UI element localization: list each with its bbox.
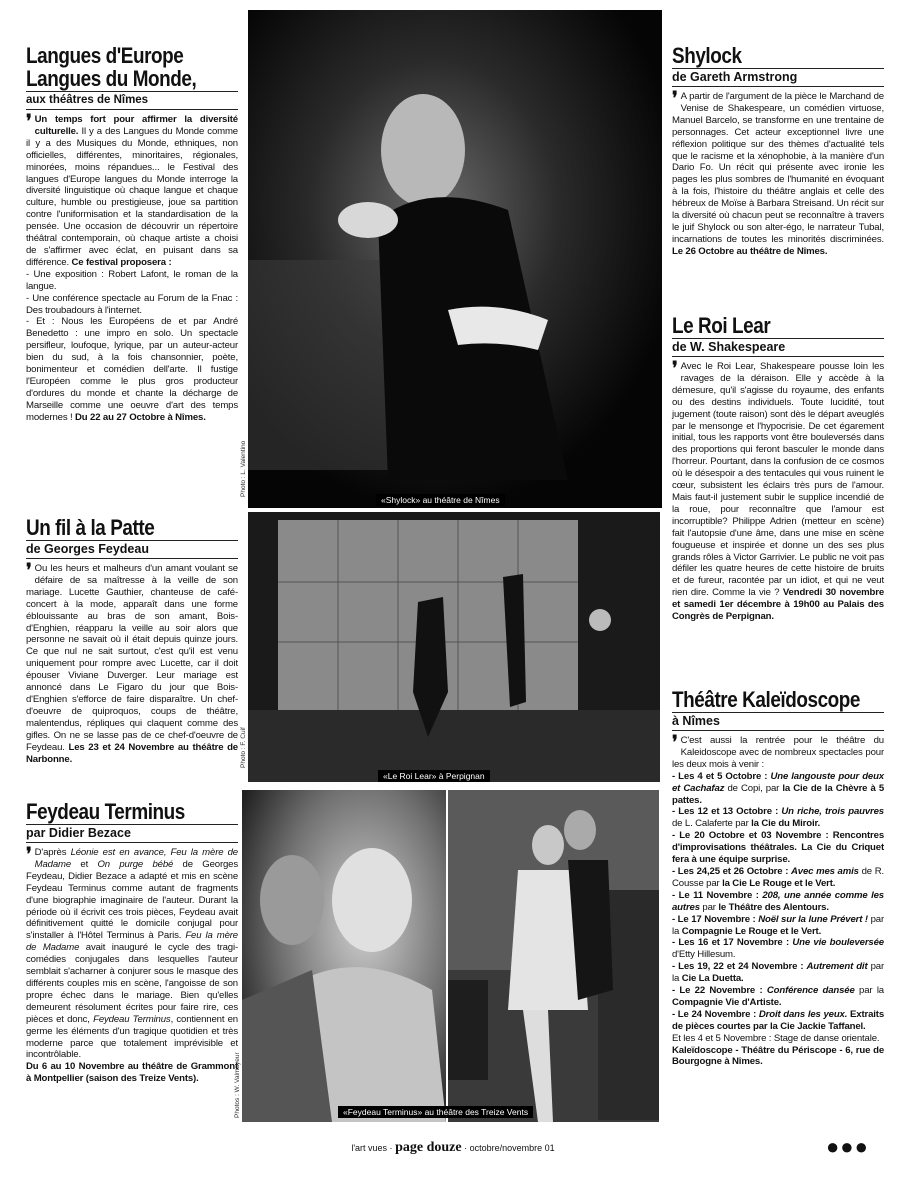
lear-photo: [248, 512, 660, 782]
event-title: Une vie bouleversée: [792, 937, 884, 949]
body-text: C'est aussi la rentrée pour le théâtre du Kaleidoscope avec de nombreux spectacles pour les deux mois à venir :: [672, 735, 884, 770]
article-body: [26, 111, 238, 424]
article-subtitle: aux théâtres de Nîmes: [26, 93, 238, 110]
event-company: la Cie du Miroir.: [751, 818, 821, 830]
event-date: - Les 19, 22 et 24 Novembre :: [672, 961, 807, 973]
event-item: [672, 1009, 884, 1033]
body-text: , contiennent en germe les éléments d'un tragique quotidien et très moderne parce que totalement imprévisible et incontrôlable.: [26, 1013, 238, 1061]
quote-mark-icon: ❜: [26, 844, 32, 864]
feydeau-image-left: [242, 790, 446, 1122]
date-text: Les 23 et 24 Novembre au théâtre de Narbonne.: [26, 741, 238, 765]
event-company: Cie La Duetta.: [681, 973, 744, 985]
article-filpatte: [26, 516, 238, 765]
date-text: Vendredi 30 novembre et samedi 1er décembre à 19h00 au Palais des Congrès de Perpignan.: [672, 587, 885, 623]
event-title: Un riche, trois pauvres: [781, 806, 884, 818]
event-title: 208, une année comme les autres: [672, 889, 884, 913]
event-item: [672, 937, 884, 961]
article-body: [672, 358, 885, 623]
italic-title: Feu la mère de Madame: [26, 930, 238, 954]
event-date: - Le 11 Novembre :: [672, 889, 763, 901]
italic-title: On purge bébé: [97, 858, 174, 870]
photo-caption: «Le Roi Lear» à Perpignan: [378, 770, 490, 782]
event-item: [672, 866, 884, 890]
footer-date: · octobre/novembre 01: [464, 1143, 555, 1153]
event-company: la Cie de la Chèvre à 5 pattes.: [672, 782, 885, 806]
photo-caption: «Shylock» au théâtre de Nîmes: [376, 494, 505, 506]
list-item: - Et : Nous les Européens de et par André Benedetto : une impro en solo. Un spectacle persifleur, loufoque, lyrique, par un auteur-acteur bien du sud, à la fois chansonnier, poète, bonimenteur et comédien dell'arte. Il fustige l'Européen comme le plus gros producteur d'ordures du monde et chante la décharge de Marseille comme une oeuvre d'art des temps modernes !: [26, 316, 238, 423]
article-title-line2: Langues du Monde,: [26, 66, 197, 91]
body-text: D'après: [34, 847, 71, 858]
title-rule: [672, 712, 884, 713]
feydeau-photo-left: [242, 790, 446, 1122]
photo-credit: Photo : L. Valentino: [240, 440, 247, 497]
article-subtitle: de Georges Feydeau: [26, 542, 238, 559]
article-body: [26, 560, 238, 765]
bold-text: Ce festival proposera :: [71, 256, 172, 268]
article-lear: [672, 314, 884, 623]
article-subtitle: par Didier Bezace: [26, 826, 238, 843]
article-title: Feydeau Terminus: [26, 799, 185, 824]
lead-text: Un temps fort pour affirmer la diversité culturelle.: [34, 114, 238, 137]
photo-caption: «Feydeau Terminus» au théâtre des Treize Vents: [338, 1106, 533, 1118]
event-company: la Cie Le Rouge et le Vert.: [722, 877, 836, 889]
feydeau-image-right: [448, 790, 659, 1122]
event-date: - Le 24 Novembre :: [672, 1008, 759, 1020]
event-date: - Le 20 Octobre et 03 Novembre :: [672, 830, 833, 842]
event-item: [672, 985, 884, 1009]
event-company: le Théâtre des Alentours.: [718, 901, 829, 913]
event-text: d'Etty Hillesum.: [672, 949, 736, 961]
article-title: Le Roi Lear: [672, 313, 771, 338]
body-text: Avec le Roi Lear, Shakespeare pousse loin les ravages de la déraison. Elle y accède à la démesure, qu'il s'agisse du royaume, des enfants ou des destins individuels. Toute lucidité, tout jugement (toute raison) sont dès le départ aveuglés par le mensonge et l'hypocrisie. De cet égarement initial, tous les rapports vont être bouleversés dans des proportions qui feront basculer le monde dans l'horreur. Pourtant, dans la confusion de ce cosmos où le désespoir a des tentacules qui vous ruinent le cœur, subsistent les éclairs très purs de l'amour. Mais faut-il justement subir le supplice incendié de la roue, pour reconnaître que l'amour est incorruptible? Philippe Adrien (metteur en scène) fait l'autopsie d'une âme, dans une mise en scène fougueuse et inspirée et donne un des ses plus grands rôles à Victor Garrivier. Le public ne voit pas défiler les quatre heures de cette histoire de bruits et de fureur, racontée par un idiot, et qui ne veut rien dire. Comme la vie ?: [672, 361, 884, 599]
photo-credit: Photos : W. Valmayeur: [234, 1052, 241, 1118]
left-column: [26, 43, 239, 1085]
footer-magazine: l'art vues ·: [351, 1143, 393, 1153]
article-subtitle: à Nîmes: [672, 714, 884, 731]
quote-mark-icon: ❜: [26, 560, 32, 580]
article-title: Théâtre Kaleïdoscope: [672, 687, 861, 712]
event-title: Droit dans les yeux.: [758, 1008, 848, 1020]
list-item: - Une conférence spectacle au Forum de la Fnac : Des troubadours à l'internet.: [26, 292, 238, 316]
address-text: Kaleïdoscope - Théâtre du Périscope - 6, rue de Bourgogne à Nîmes.: [672, 1044, 884, 1068]
event-text: de L. Calaferte par: [672, 818, 752, 830]
date-text: Du 6 au 10 Novembre au théâtre de Grammont à Montpellier (saison des Treize Vents).: [26, 1061, 238, 1085]
event-title: Noël sur la lune Prévert !: [758, 913, 868, 925]
body-text: Et les 4 et 5 Novembre : Stage de danse orientale.: [672, 1032, 880, 1044]
event-date: - Le 17 Novembre :: [672, 913, 759, 925]
title-rule: [672, 338, 884, 339]
event-item: [672, 771, 884, 807]
event-text: de Copi, par: [724, 782, 783, 794]
quote-mark-icon: ❜: [672, 88, 678, 108]
quote-mark-icon: ❜: [26, 111, 32, 131]
feydeau-photo-right: [448, 790, 659, 1122]
event-title: Une langouste pour deux et Cachafaz: [672, 770, 884, 794]
body-text: A partir de l'argument de la pièce le Marchand de Venise de Shakespeare, un comédien virtuose, Manuel Barcelo, se transforme en une trentaine de personnages. Cet acteur exceptionnel livre une réflexion politique sur des thèmes d'actualité tels que le racisme et la xénophobie, à la manière d'un Dario Fo. Un récit qui présente avec ironie les pages les plus sombres de l'humanité en évoquant à la fois, l'histoire du théâtre anglais et celle des hébreux de Moïse à Barbara Streisand. Un récit sur la diversité où chacun peut se reconnaître à travers le juif Shylock ou son alter-égo, le narrateur Tubal, incarnations de toutes les minorités discriminées.: [672, 91, 884, 245]
event-text: de R. Cousse par: [672, 865, 884, 889]
article-title: Langues d'Europe: [26, 43, 184, 68]
shylock-photo: [248, 10, 662, 508]
quote-mark-icon: ❜: [672, 732, 678, 752]
event-title: Avec mes amis: [790, 865, 859, 877]
italic-title: Feydeau Terminus: [93, 1013, 171, 1025]
page-footer: [0, 1140, 906, 1156]
title-rule: [26, 91, 238, 92]
article-body: [672, 88, 884, 258]
event-item: [672, 830, 884, 866]
article-kaleidoscope: [672, 688, 884, 1068]
event-date: - Le 22 Novembre :: [672, 985, 767, 997]
article-feydeau: [26, 800, 238, 1085]
event-item: [672, 961, 884, 985]
title-rule: [26, 824, 238, 825]
event-date: - Les 4 et 5 Octobre :: [672, 770, 771, 782]
list-item: - Une exposition : Robert Lafont, le roman de la langue.: [26, 268, 238, 292]
event-date: - Les 16 et 17 Novembre :: [672, 937, 793, 949]
article-title: Shylock: [672, 43, 742, 68]
article-subtitle: de W. Shakespeare: [672, 340, 884, 357]
event-company: Compagnie Vie d'Artiste.: [672, 996, 782, 1008]
event-text: par la: [672, 961, 885, 985]
article-body: [26, 844, 239, 1085]
event-item: [672, 890, 884, 914]
lear-image: [248, 512, 660, 782]
date-text: Du 22 au 27 Octobre à Nîmes.: [75, 411, 206, 423]
page-number: page douze: [395, 1140, 462, 1155]
body-text: Ou les heurs et malheurs d'un amant voulant se défaire de sa maîtresse à la veille de son mariage. Lucette Gauthier, chanteuse de café-concert à la mode, apparaît dans une forme éblouissante au bras de son amant, Bois-d'Enghien, réapparu la veille au soir alors que personne ne savait où il était depuis quinze jours. Ce que nul ne sait surtout, c'est qu'il est venu uniquement pour rompre avec Lucette, car il doit épouser Viviane Duverger. Leur mariage est annoncé dans Le Figaro du jour que Bois-d'Enghien s'efforce de faire disparaître. Un chef-d'oeuvre de quiproquos, coups de théâtre, malentendus, répliques qui claquent comme des gifles. On ne se lasse pas de ce chef-d'oeuvre de Feydeau.: [26, 563, 238, 753]
photo-credit: Photo : F. Cuif: [240, 727, 247, 768]
event-item: [672, 806, 884, 830]
italic-title: Léonie est en avance, Feu la mère de Madame: [34, 847, 238, 870]
article-subtitle: de Gareth Armstrong: [672, 70, 884, 87]
event-text: par la: [854, 985, 884, 997]
event-date: - Les 24,25 et 26 Octobre :: [672, 865, 791, 877]
body-text: avait inauguré le cycle des tragi-comédies conjugales dans lesquelles l'auteur semblait s'acharner à conjurer sous le masque des différents couples mis en scène, l'angoisse de son propre échec dans le mariage. Bien qu'elles demeurent résolument écrites pour faire rire, ces pièces et donc,: [26, 942, 239, 1025]
article-body: [672, 732, 885, 1068]
shylock-image: [248, 10, 662, 508]
body-text: et: [71, 858, 98, 870]
event-title: Conférence dansée: [766, 985, 855, 997]
event-company: Rencontres d'improvisations théâtrales. La Cie du Criquet fera à une équipe surprise.: [672, 830, 884, 866]
event-text: par: [699, 901, 719, 913]
event-date: - Les 12 et 13 Octobre :: [672, 806, 782, 818]
quote-mark-icon: ❜: [672, 358, 678, 378]
article-title: Un fil à la Patte: [26, 515, 155, 540]
event-title: Autrement dit: [806, 961, 868, 973]
dots-icon: ●●●: [826, 1134, 869, 1159]
event-list: [672, 771, 884, 1033]
date-text: Le 26 Octobre au théâtre de Nîmes.: [672, 245, 828, 257]
event-company: Extraits de pièces courtes par la Cie Jackie Taffanel.: [672, 1008, 885, 1032]
title-rule: [26, 540, 238, 541]
body-text: Il y a des Langues du Monde comme il y a des Musiques du Monde, ethniques, non officielles, différentes, minoritaires, régionales, minorées, moins répandues... le Festival des langues d'Europe langues du Monde interroge la diversité linguistique où chaque langue et chaque culture, humble ou prestigieuse, joue sa partition contre l'uniformisation et la standardisation de la pensée. Une occasion de découvrir un répertoire théâtral contemporain, où chaque artiste a choisi de s'affirmer avec éclat, en puisant dans sa différence.: [26, 125, 238, 268]
body-text: de Georges Feydeau, Didier Bezace a adapté et mis en scène Feydeau Terminus comme autant de fragments d'une biographie imaginaire de l'auteur. Durant la période où il écrivit ces trois pièces, Feydeau avait définitivement quitté le domicile conjugal pour s'installer à l'Hôtel Terminus à Paris.: [26, 858, 239, 942]
title-rule: [672, 68, 884, 69]
right-column: [672, 43, 885, 1068]
article-langues: [26, 44, 238, 424]
event-company: Compagnie Le Rouge et le Vert.: [681, 925, 822, 937]
article-shylock: [672, 44, 884, 258]
event-text: par la: [672, 913, 884, 937]
event-item: [672, 914, 884, 938]
